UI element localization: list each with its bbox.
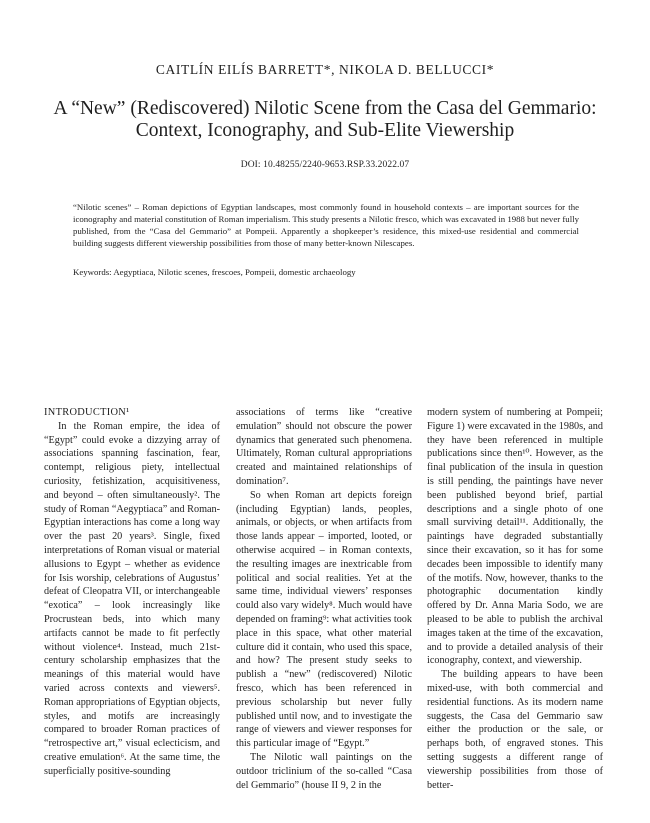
doi: DOI: 10.48255/2240-9653.RSP.33.2022.07 xyxy=(240,160,410,170)
article-title xyxy=(40,98,610,142)
paragraph: The Nilotic wall paintings on the outdoor triclinium of the so-called “Casa del Gemmario” (house II 9, 2 in the xyxy=(236,751,412,791)
paragraph: modern system of numbering at Pompeii; Figure 1) were excavated in the 1980s, and they have been referenced in multiple publications since then¹⁰. However, as the final publication of the insula in question is still pending, the paintings have never been published beyond brief, partial descriptions and a single photo of one small surviving detail¹¹. Additionally, the paintings have degraded substantially since their excavation, so it has for some decades been impossible to identify many of the motifs. Now, however, thanks to the photographic documentation kindly offered by Dr. Anna Maria Sodo, we are pleased to be able to publish the archival images taken at the time of the excavation, and to provide a detailed analysis of their iconography, context, and viewership. xyxy=(427,407,603,667)
title-line-1: A “New” (Rediscovered) Nilotic Scene from the Casa del Gemmario: xyxy=(53,98,597,119)
body-column-3 xyxy=(427,406,603,792)
paragraph: So when Roman art depicts foreign (including Egyptian) lands, peoples, animals, or objects, or when artifacts from those lands appear – imported, looted, or otherwise acquired – in Roman contexts, the resulting images are inextricable from political and social realities. Yet at the same time, individual viewers’ responses could also vary widely⁸. Much would have depended on framing⁹: what activities took place in this space, what other material culture did it contain, who used this space, and how? The present study seeks to publish a “new” (rediscovered) Nilotic fresco, which has been referenced in previous scholarship but never fully published until now, and to investigate the range of viewers and viewer responses for this particular image of “Egypt.” xyxy=(236,489,412,750)
body-column-2 xyxy=(236,406,412,792)
section-heading: INTRODUCTION¹ xyxy=(44,407,130,418)
body-column-1 xyxy=(44,406,220,779)
keywords: Keywords: Aegyptiaca, Nilotic scenes, frescoes, Pompeii, domestic archaeology xyxy=(73,267,356,277)
paragraph: The building appears to have been mixed-use, with both commercial and residential functions. As its modern name suggests, the Casa del Gemmario saw either the production or the sale, or perhaps both, of engraved stones. This setting suggests a different range of viewership possibilities from those of better- xyxy=(427,669,603,791)
author-line: CAITLÍN EILÍS BARRETT*, NIKOLA D. BELLUCCI* xyxy=(155,62,495,77)
paragraph: associations of terms like “creative emulation” should not obscure the power dynamics that generated such phenomena. Ultimately, Roman cultural appropriations created and maintained relationships of domination⁷. xyxy=(236,407,412,487)
title-line-2: Context, Iconography, and Sub-Elite Viewership xyxy=(135,120,515,141)
paragraph: In the Roman empire, the idea of “Egypt” could evoke a dizzying array of associations spanning fascination, fear, contempt, religious piety, intellectual curiosity, fetishization, acquisitiveness, and beyond – often simultaneously². The study of Roman “Aegyptiaca” and Roman-Egyptian interactions has come a long way over the past 20 years³. Single, fixed interpretations of Roman visual or material allusions to Egypt – whether as evidence for Isis worship, celebrations of Augustus’ defeat of Cleopatra VII, or interchangeable “exotica” – look increasingly like Procrustean beds, into which many artifacts cannot be made to fit perfectly without violence⁴. Instead, much 21st-century scholarship emphasizes that the meanings of this material would have varied across contexts and viewers⁵. Roman appropriations of Egyptian objects, styles, and motifs are increasingly compared to broader Roman practices of “retrospective art,” visual eclecticism, and creative emulation⁶. At the same time, the superficially positive-sounding xyxy=(44,420,220,777)
abstract: “Nilotic scenes” – Roman depictions of Egyptian landscapes, most commonly found in household contexts – are important sources for the iconography and material constitution of Roman imperialism. This study presents a Nilotic fresco, which was excavated in 1988 but never fully published, from the “Casa del Gemmario” at Pompeii. Apparently a shopkeeper’s residence, this mixed-use residential and commercial building suggests different viewership possibilities from those of many better-known Nilescapes. xyxy=(73,202,579,248)
